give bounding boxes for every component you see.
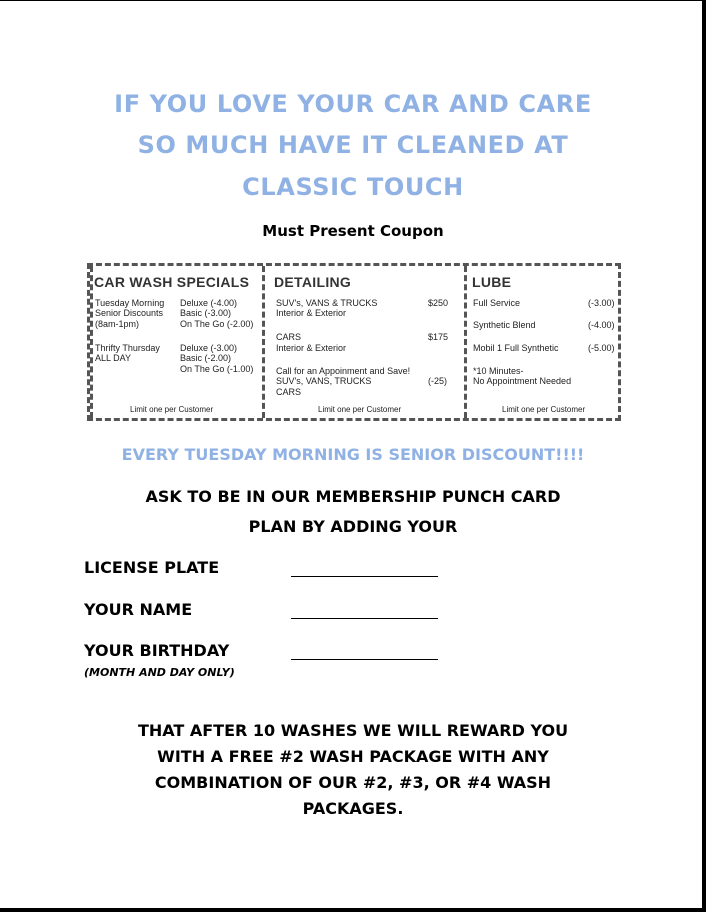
detailing-limit: Limit one per Customer [318,405,402,414]
full-service-price: (-3.00) [588,298,615,308]
membership-line-2: PLAN BY ADDING YOUR [248,517,458,536]
reward-line-4: PACKAGES. [302,799,404,818]
appointment-line-1: Call for an Appoinment and Save! [276,366,411,376]
detailing-title: DETAILING [274,274,352,290]
tuesday-line-2: Senior Discounts [95,308,164,318]
appointment-line-2: SUV's, VANS, TRUCKS [276,376,372,386]
coupon-divider [90,266,93,418]
headline-line-3: CLASSIC TOUCH [242,173,464,201]
suv-line-1: SUV's, VANS & TRUCKS [276,298,378,308]
coupon-divider [262,266,265,418]
must-present-coupon: Must Present Coupon [262,222,444,240]
appointment-price: (-25) [428,376,448,386]
lube-limit: Limit one per Customer [502,405,586,414]
birthday-note: (MONTH AND DAY ONLY) [84,666,235,679]
thursday-price-3: On The Go (-1.00) [180,364,254,374]
coupon-box [87,263,621,421]
synthetic-blend: Synthetic Blend [473,320,536,330]
car-wash-column [90,266,262,418]
license-plate-line[interactable] [291,576,438,577]
thursday-line-2: ALL DAY [95,353,132,363]
headline-line-1: IF YOU LOVE YOUR CAR AND CARE [114,90,592,118]
appointment-line-3: CARS [276,387,302,397]
mobil-synthetic-price: (-5.00) [588,343,615,353]
license-plate-label: LICENSE PLATE [84,558,220,577]
tuesday-line-1: Tuesday Morning [95,298,165,308]
tuesday-price-3: On The Go (-2.00) [180,319,254,329]
tuesday-price-2: Basic (-3.00) [180,308,232,318]
your-birthday-line[interactable] [291,659,438,660]
tuesday-line-3: (8am-1pm) [95,319,140,329]
senior-discount-banner: EVERY TUESDAY MORNING IS SENIOR DISCOUNT!!!! [121,445,585,464]
cars-line-1: CARS [276,332,302,342]
suv-line-2: Interior & Exterior [276,308,347,318]
your-birthday-label: YOUR BIRTHDAY [84,641,230,660]
cars-line-2: Interior & Exterior [276,343,347,353]
thursday-price-2: Basic (-2.00) [180,353,232,363]
synthetic-blend-price: (-4.00) [588,320,615,330]
detailing-column [262,266,464,418]
car-wash-limit: Limit one per Customer [130,405,214,414]
reward-line-1: THAT AFTER 10 WASHES WE WILL REWARD YOU [137,721,569,740]
coupon-divider [464,266,467,418]
tuesday-price-1: Deluxe (-4.00) [180,298,238,308]
membership-line-1: ASK TO BE IN OUR MEMBERSHIP PUNCH CARD [145,487,561,506]
your-name-label: YOUR NAME [84,600,193,619]
thursday-price-1: Deluxe (-3.00) [180,343,238,353]
lube-column [464,266,618,418]
your-name-line[interactable] [291,618,438,619]
reward-line-3: COMBINATION OF OUR #2, #3, OR #4 WASH [154,773,552,792]
lube-note-line-2: No Appointment Needed [473,376,572,386]
suv-price: $250 [428,298,449,308]
lube-title: LUBE [472,274,512,290]
thursday-line-1: Thrifty Thursday [95,343,160,353]
headline-line-2: SO MUCH HAVE IT CLEANED AT [137,131,569,159]
car-wash-title: CAR WASH SPECIALS [94,274,250,290]
mobil-synthetic: Mobil 1 Full Synthetic [473,343,559,353]
cars-price: $175 [428,332,449,342]
reward-line-2: WITH A FREE #2 WASH PACKAGE WITH ANY [157,747,549,766]
lube-note-line-1: *10 Minutes- [473,366,524,376]
full-service: Full Service [473,298,521,308]
